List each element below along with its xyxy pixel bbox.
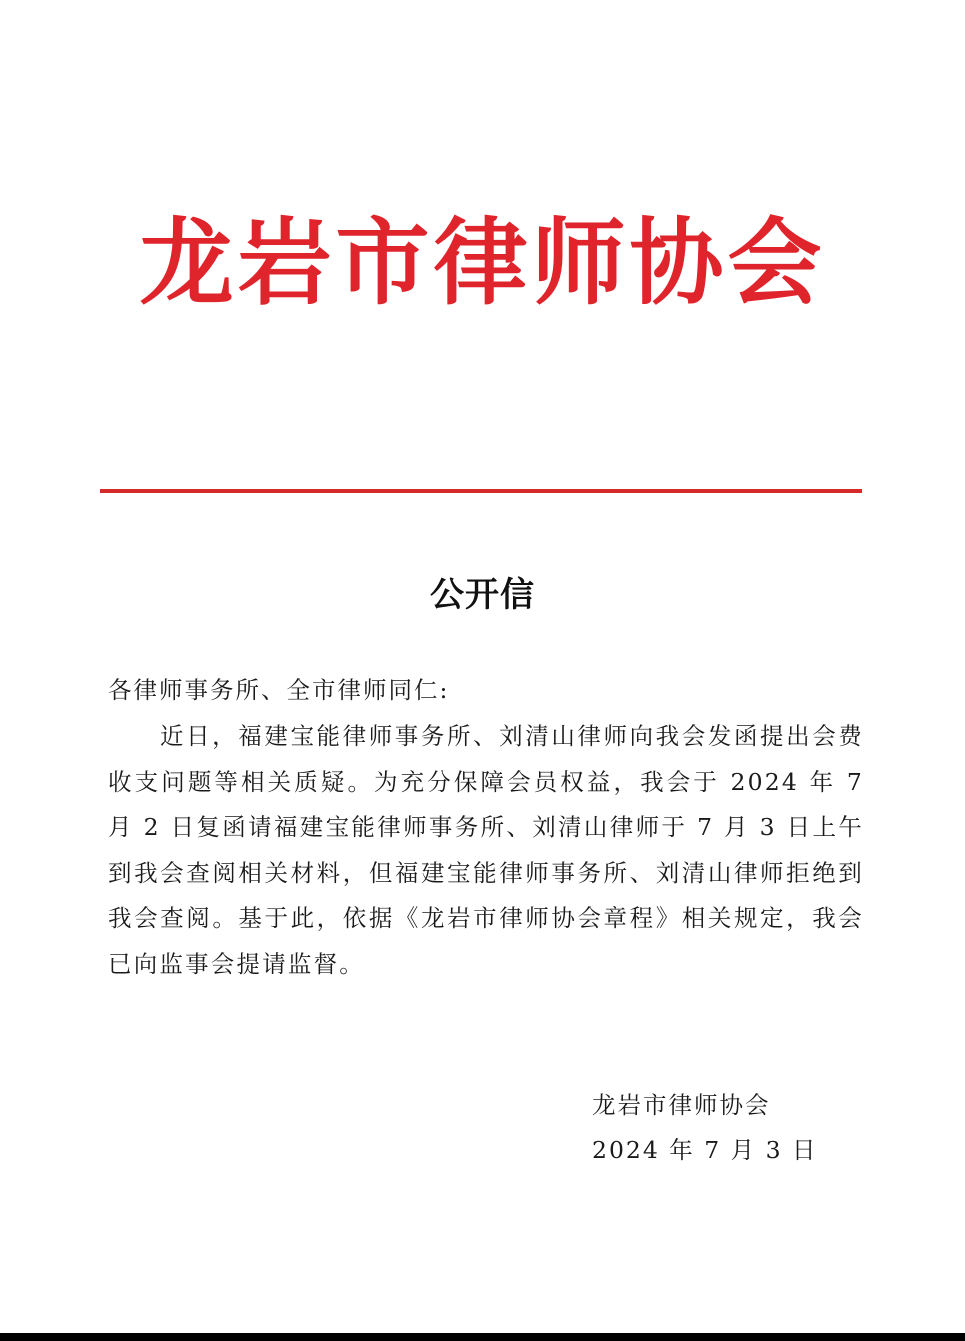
document-title: 公开信 (430, 575, 535, 615)
signature-organization: 龙岩市律师协会 (592, 1091, 771, 1119)
salutation: 各律师事务所、全市律师同仁: (108, 676, 450, 704)
letterhead-title: 龙岩市律师协会 (139, 208, 826, 318)
bottom-edge-bar (0, 1333, 965, 1341)
letterhead-divider (100, 489, 862, 493)
signature-date: 2024 年 7 月 3 日 (592, 1136, 818, 1164)
letter-body: 近日，福建宝能律师事务所、刘清山律师向我会发函提出会费收支问题等相关质疑。为充分保障会员权益，我会于 2024 年 7 月 2 日复函请福建宝能律师事务所、刘清山律师于 7 月 3 日上午到我会查阅相关材料，但福建宝能律师事务所、刘清山律师拒绝到我会查阅。基于此，依据《龙岩市律师协会章程》相关规定，我会已向监事会提请监督。 (108, 722, 864, 978)
